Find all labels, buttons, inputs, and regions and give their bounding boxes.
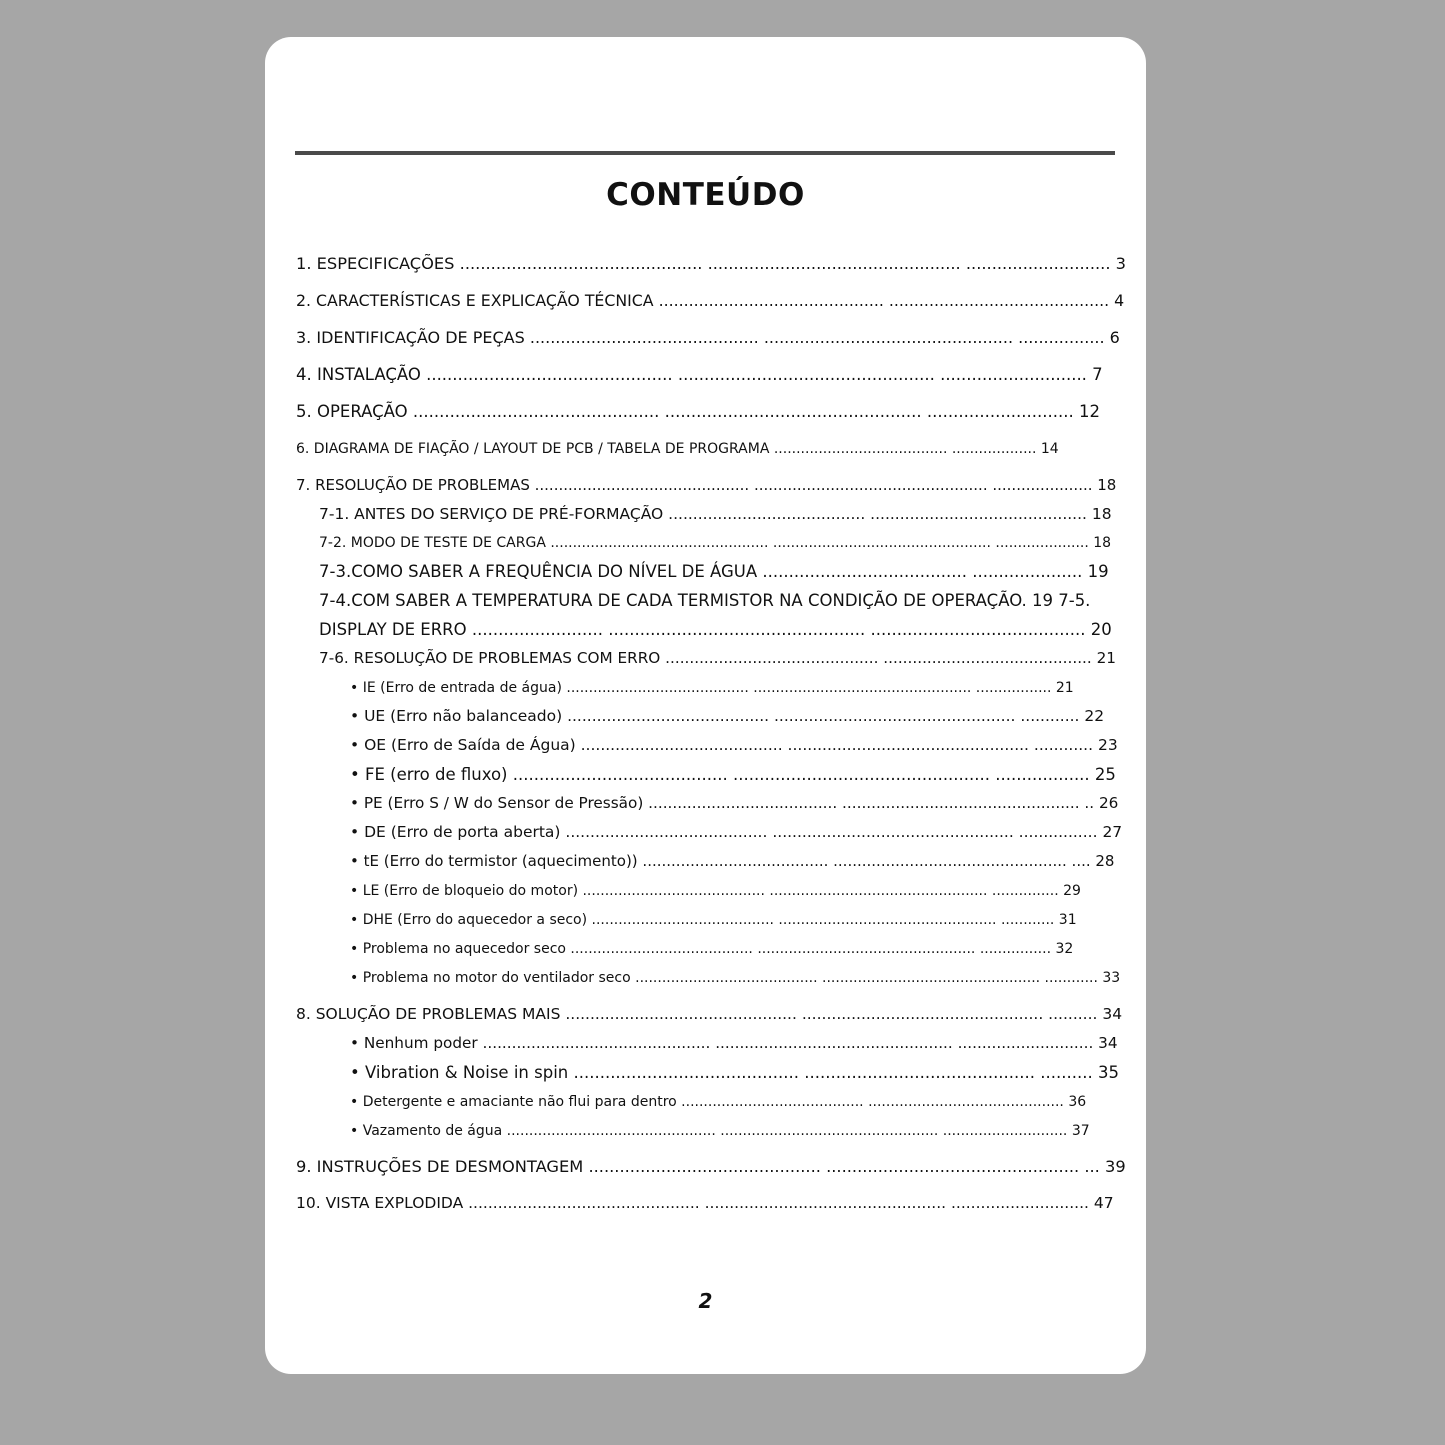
toc-entry-7-6: 7-6. RESOLUÇÃO DE PROBLEMAS COM ERRO ............................................ ........................................... 21 [319, 649, 1116, 667]
toc-entry-dry-heater: • Problema no aquecedor seco ......................................... ................................................. ................ 32 [350, 941, 1074, 957]
toc-entry-6: 6. DIAGRAMA DE FIAÇÃO / LAYOUT DE PCB / TABELA DE PROGRAMA ....................................... ................... 14 [296, 441, 1059, 457]
toc-entry-4: 4. INSTALAÇÃO ............................................... ................................................. ............................ 7 [296, 365, 1103, 384]
toc-entry-7-1: 7-1. ANTES DO SERVIÇO DE PRÉ-FORMAÇÃO ........................................ ............................................ 18 [319, 505, 1112, 523]
toc-entry-1: 1. ESPECIFICAÇÕES ............................................... ................................................. ............................ 3 [296, 254, 1127, 273]
toc-entry-vibration: • Vibration & Noise in spin ........................................... ............................................ .......... 35 [350, 1063, 1119, 1082]
toc-entry-le: • LE (Erro de bloqueio do motor) ......................................... ................................................. ............... 29 [350, 883, 1081, 899]
toc-entry-fe: • FE (erro de fluxo) ......................................... ................................................. .................. 25 [350, 765, 1116, 784]
toc-entry-te: • tE (Erro do termistor (aquecimento)) ....................................... ................................................. .... 28 [350, 852, 1115, 870]
toc-entry-3: 3. IDENTIFICAÇÃO DE PEÇAS ............................................. ................................................. ................. 6 [296, 328, 1120, 347]
page-number: 2 [698, 1289, 713, 1313]
toc-entry-10: 10. VISTA EXPLODIDA ............................................... ................................................. ............................ 47 [296, 1194, 1114, 1212]
toc-entry-no-power: • Nenhum poder ............................................... ................................................. ............................ 34 [350, 1034, 1118, 1052]
toc-entry-oe: • OE (Erro de Saída de Água) ......................................... ................................................. ............ 23 [350, 736, 1118, 754]
header-rule [295, 151, 1115, 155]
toc-entry-detergent: • Detergente e amaciante não flui para dentro ......................................... ............................................ 36 [350, 1094, 1087, 1110]
toc-entry-ue: • UE (Erro não balanceado) ......................................... ................................................. ............ 22 [350, 707, 1105, 725]
toc-entry-dry-fan: • Problema no motor do ventilador seco ......................................... ................................................. ............ 33 [350, 970, 1121, 986]
document-page [265, 37, 1146, 1374]
toc-entry-9: 9. INSTRUÇÕES DE DESMONTAGEM ............................................. ................................................. ... 39 [296, 1157, 1126, 1176]
toc-entry-de: • DE (Erro de porta aberta) ......................................... ................................................. ................ 27 [350, 823, 1123, 841]
toc-entry-7-3: 7-3.COMO SABER A FREQUÊNCIA DO NÍVEL DE ÁGUA ....................................... ..................... 19 [319, 562, 1109, 581]
toc-entry-7: 7. RESOLUÇÃO DE PROBLEMAS ............................................. ................................................. ..................... 18 [296, 476, 1117, 494]
toc-entry-ie: • IE (Erro de entrada de água) ......................................... ................................................. ................. 21 [350, 680, 1074, 696]
page-title: CONTEÚDO [606, 177, 805, 213]
toc-entry-8: 8. SOLUÇÃO DE PROBLEMAS MAIS ............................................... ................................................. .......... 34 [296, 1005, 1123, 1023]
toc-entry-7-5: DISPLAY DE ERRO ......................... ................................................. ......................................... 20 [319, 620, 1112, 639]
toc-entry-5: 5. OPERAÇÃO ............................................... ................................................. ............................ 12 [296, 402, 1100, 421]
toc-entry-dhe: • DHE (Erro do aquecedor a seco) ......................................... ................................................. ............ 31 [350, 912, 1077, 928]
toc-entry-leak: • Vazamento de água ............................................... ................................................. ............................ 37 [350, 1123, 1090, 1139]
toc-entry-2: 2. CARACTERÍSTICAS E EXPLICAÇÃO TÉCNICA ............................................. ............................................ 4 [296, 291, 1125, 310]
toc-entry-7-2: 7-2. MODO DE TESTE DE CARGA ................................................. ................................................. ..................... 18 [319, 535, 1112, 551]
toc-entry-7-4: 7-4.COM SABER A TEMPERATURA DE CADA TERMISTOR NA CONDIÇÃO DE OPERAÇÃO. 19 7-5. [319, 591, 1091, 610]
toc-entry-pe: • PE (Erro S / W do Sensor de Pressão) ....................................... ................................................. .. 26 [350, 794, 1119, 812]
